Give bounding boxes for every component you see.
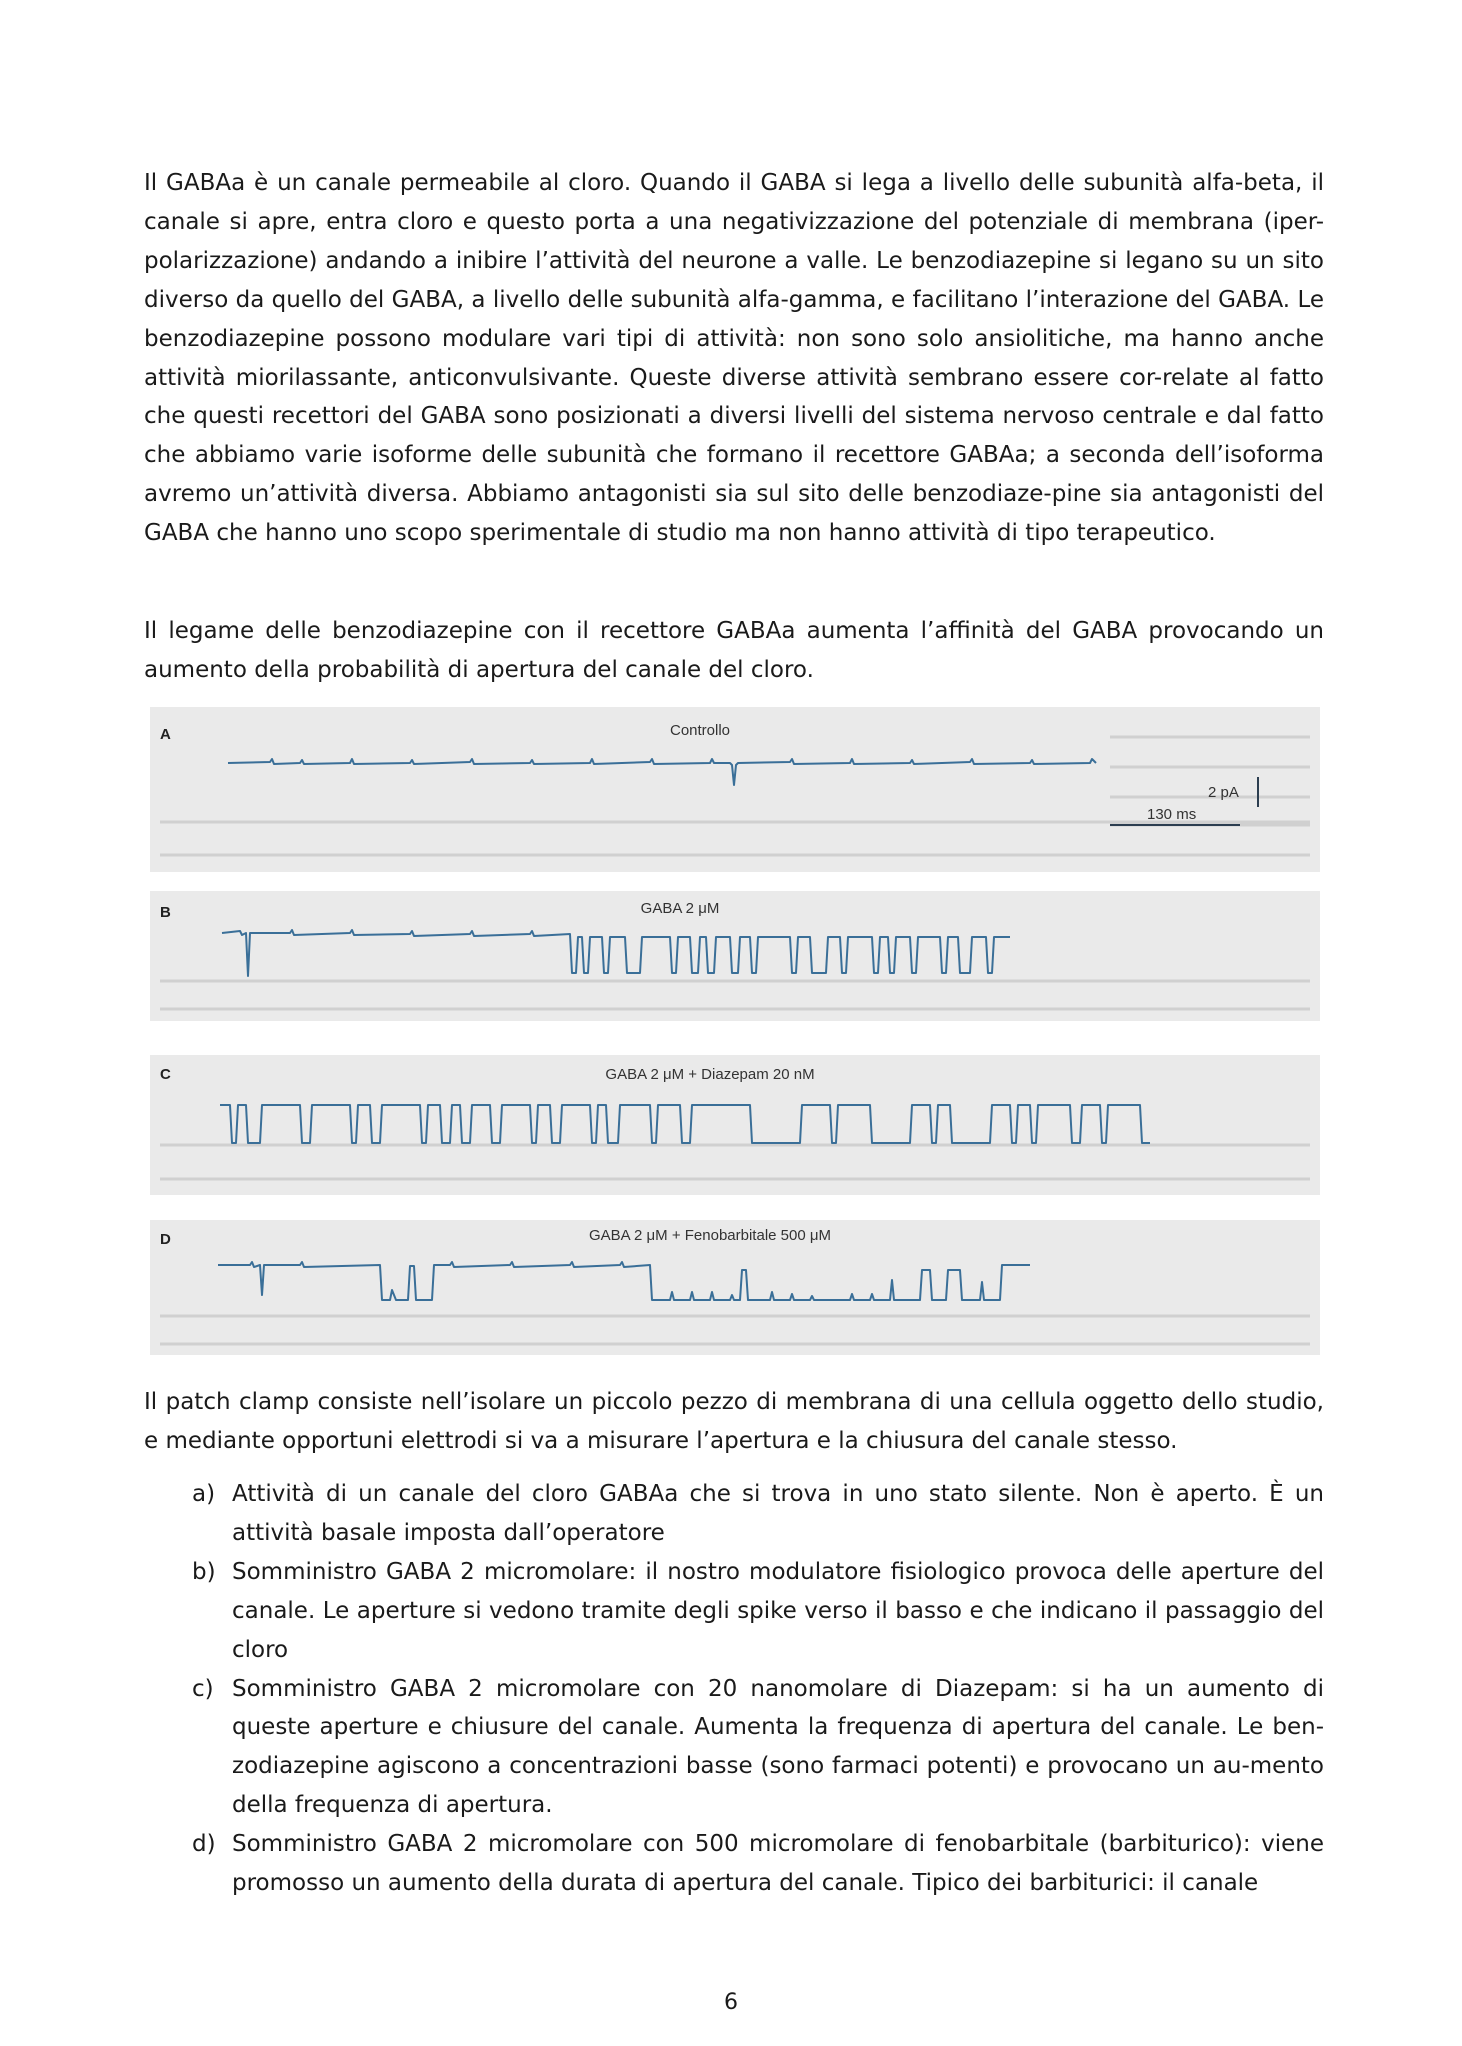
panel-b-trace: [222, 930, 1010, 976]
panel-b-svg: [150, 891, 1320, 1021]
list-marker: b): [192, 1558, 216, 1585]
time-scale-label: 130 ms: [1147, 806, 1197, 823]
panel-b-label: B: [160, 904, 171, 921]
list-item: [144, 1475, 1324, 1553]
panel-d-label: D: [160, 1231, 171, 1248]
list-marker: c): [192, 1675, 214, 1702]
list-item: [144, 1553, 1324, 1670]
page-number: 6: [724, 1990, 738, 2015]
panel-c: [150, 1055, 1320, 1195]
panel-d: [150, 1220, 1320, 1355]
panel-a-trace: [228, 759, 1096, 785]
panel-c-title: GABA 2 μM + Diazepam 20 nM: [605, 1066, 815, 1083]
panel-a: [150, 707, 1320, 872]
current-scale-label: 2 pA: [1208, 784, 1239, 801]
list-marker: d): [192, 1831, 216, 1858]
list-item-text: Somministro GABA 2 micromolare con 20 nanomolare di Diazepam: si ha un aumento di queste aperture e chiusure del canale. Aumenta la frequenza di apertura del canale. Le ben-zodiazepine agiscono a concentrazioni basse (sono farmaci potenti) e provocano un au-mento della frequenza di apertura.: [232, 1675, 1324, 1819]
list-marker: a): [192, 1481, 216, 1507]
panel-d-svg: [150, 1220, 1320, 1355]
list-item-text: Somministro GABA 2 micromolare con 500 micromolare di fenobarbitale (barbiturico): viene promosso un aumento della durata di apertura del canale. Tipico dei barbiturici: il canale: [232, 1831, 1324, 1897]
panel-b: [150, 891, 1320, 1021]
list-item-text: Somministro GABA 2 micromolare: il nostro modulatore fisiologico provoca delle aperture del canale. Le aperture si vedono tramite degli spike verso il basso e che indicano il passaggio del cloro: [232, 1558, 1324, 1663]
experiment-list: [144, 1475, 1324, 1903]
panel-d-trace: [218, 1262, 1030, 1300]
list-item: [144, 1670, 1324, 1826]
list-item: [144, 1825, 1324, 1903]
panel-b-title: GABA 2 μM: [640, 900, 720, 917]
panel-a-label: A: [160, 726, 171, 743]
patch-clamp-figure: [150, 707, 1320, 1355]
panel-a-title: Controllo: [669, 722, 731, 739]
paragraph-benzodiazepine-binding: Il legame delle benzodiazepine con il recettore GABAa aumenta l’affinità del GABA provocando un aumento della probabilità di apertura del canale del cloro.: [144, 618, 1324, 683]
panel-d-title: GABA 2 μM + Fenobarbitale 500 μM: [589, 1227, 831, 1244]
panel-c-label: C: [160, 1066, 171, 1083]
paragraph-patch-clamp: Il patch clamp consiste nell’isolare un piccolo pezzo di membrana di una cellula oggetto dello studio, e mediante opportuni elettrodi si va a misurare l’apertura e la chiusura del canale stesso.: [144, 1389, 1324, 1454]
list-item-text: Attività di un canale del cloro GABAa che si trova in uno stato silente. Non è aperto. È un attività basale imposta dall’operatore: [232, 1481, 1324, 1546]
panel-c-svg: [150, 1055, 1320, 1195]
panel-c-trace: [220, 1105, 1150, 1143]
panel-a-svg: [150, 707, 1320, 872]
paragraph-gabaa-intro: Il GABAa è un canale permeabile al cloro. Quando il GABA si lega a livello delle subunità alfa-beta, il canale si apre, entra cloro e questo porta a una negativizzazione del potenziale di membrana (iper-polarizzazione) andando a inibire l’attività del neurone a valle. Le benzodiazepine si legano su un sito diverso da quello del GABA, a livello delle subunità alfa-gamma, e facilitano l’interazione del GABA. Le benzodiazepine possono modulare vari tipi di attività: non sono solo ansiolitiche, ma hanno anche attività miorilassante, anticonvulsivante. Queste diverse attività sembrano essere cor-relate al fatto che questi recettori del GABA sono posizionati a diversi livelli del sistema nervoso centrale e dal fatto che abbiamo varie isoforme delle subunità che formano il recettore GABAa; a seconda dell’isoforma avremo un’attività diversa. Abbiamo antagonisti sia sul sito delle benzodiaze-pine sia antagonisti del GABA che hanno uno scopo sperimentale di studio ma non hanno attività di tipo terapeutico.: [144, 170, 1324, 547]
